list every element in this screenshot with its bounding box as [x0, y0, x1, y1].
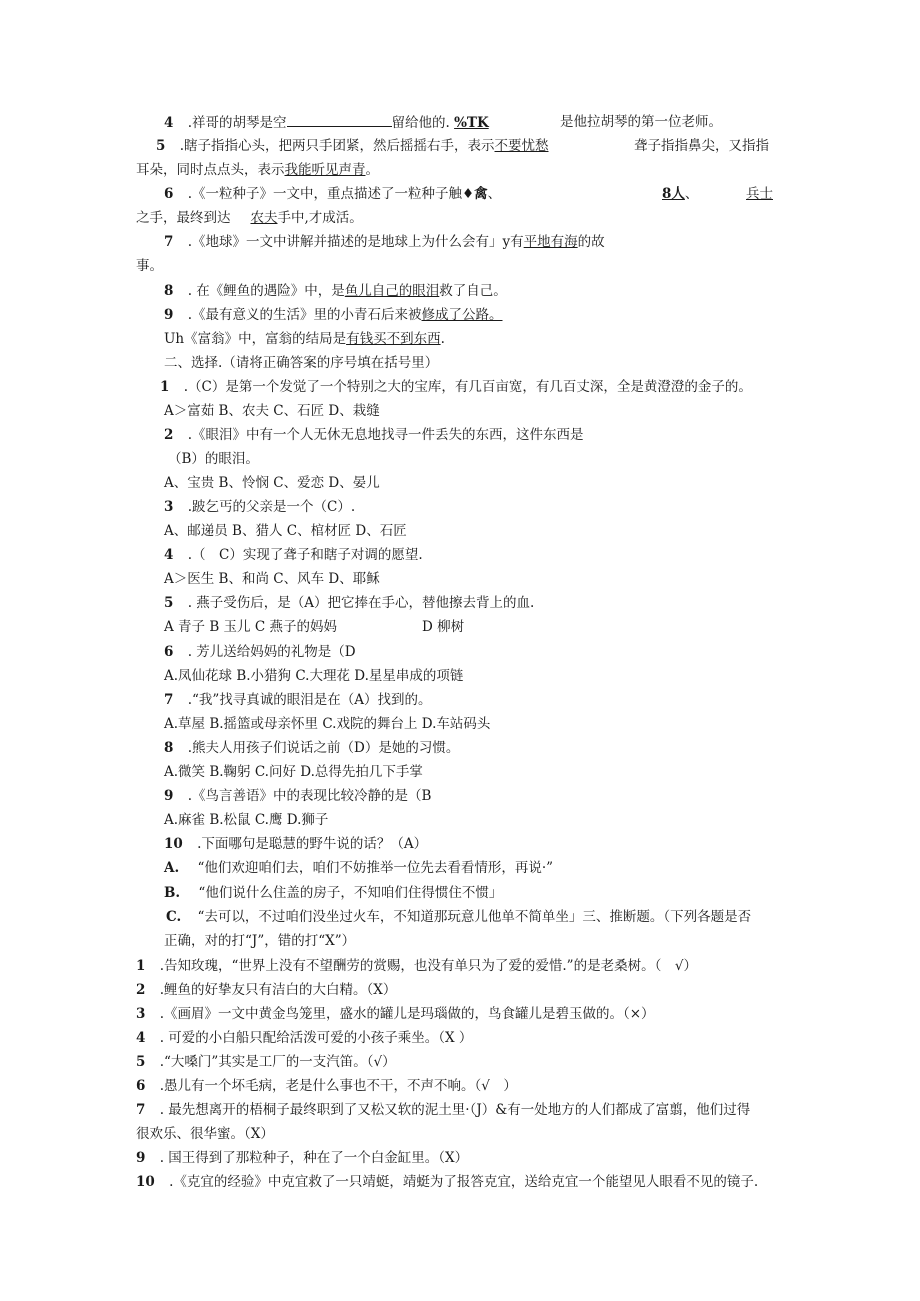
- q-number: 5: [156, 138, 166, 154]
- judge-q9: [136, 1149, 468, 1167]
- q-number: 9: [164, 307, 174, 323]
- q-text: . 在《鲤鱼的遇险》中，是: [187, 283, 345, 299]
- option-text: “去可以，不过咱们没坐过火车，不知道那玩意儿他单不简单坐」三、推断题。（下列各题是否: [197, 909, 752, 925]
- q-text: .瞎子指指心头，把两只手团紧，然后摇摇右手，表示: [179, 138, 495, 154]
- choice-q4-options: A＞医生 B、和尚 C、风车 D、耶稣: [164, 571, 380, 587]
- q-number: 9: [136, 1150, 146, 1166]
- q-text: . 最先想离开的梧桐子最终职到了又松又软的泥土里·（J）&有一处地方的人们都成了富翦，他们过得: [159, 1102, 751, 1118]
- fill-q8: [164, 282, 507, 300]
- q-text: .祥哥的胡琴是空: [187, 115, 287, 131]
- choice-q10-option-c: [166, 908, 751, 926]
- answer-text: 鱼儿自己的眼泪: [344, 283, 440, 299]
- q-number: 4: [164, 115, 174, 131]
- choice-q1: [160, 378, 752, 396]
- q-text: .《克宜的经验》中克宜救了一只靖蜓，靖蜓为了报答克宜，送给克宜一个能望见人眼看不见的镜子.: [169, 1174, 759, 1190]
- section3-instruction: 正确，对的打“J”，错的打“X”）: [164, 933, 356, 949]
- section2-title: 二、选择.（请将正确答案的序号填在括号里）: [164, 355, 439, 371]
- q-text: . 燕子受伤后，是（A）把它捧在手心，替他擦去背上的血.: [187, 595, 535, 611]
- fill-q5-line2: [136, 161, 379, 179]
- q-text: .跛乞丐的父亲是一个（C）.: [187, 499, 356, 515]
- fill-q6-line2: [136, 209, 363, 227]
- option-text: “他们欢迎咱们去，咱们不妨推举一位先去看看情形，再说·”: [197, 860, 554, 876]
- choice-q2: [164, 426, 584, 444]
- fill-q4: [164, 113, 489, 132]
- answer-text: 我能听见声青: [284, 162, 366, 178]
- q-text: 留给他的.: [391, 115, 450, 131]
- q-text: . 芳儿送给妈妈的礼物是（D: [187, 644, 356, 660]
- q-text: .《画眉》一文中黄金鸟笼里，盛水的罐儿是玛瑙做的，鸟食罐儿是碧玉做的。（×）: [159, 1006, 655, 1022]
- fill-q7: [164, 233, 605, 251]
- choice-q5-options: A 青子 B 玉儿 C 燕子的妈妈: [164, 619, 337, 635]
- choice-q9-options: A.麻雀 B.松鼠 C.鹰 D.狮子: [164, 812, 329, 828]
- answer-text: ♦禽: [462, 186, 488, 202]
- choice-q9: [164, 787, 431, 805]
- option-label: B.: [164, 885, 181, 901]
- q-number: 8: [164, 740, 174, 756]
- choice-q10: [164, 835, 427, 853]
- answer-text: 8人: [662, 186, 685, 202]
- q-text: .下面哪句是聪慧的野牛说的话？（A）: [197, 836, 428, 852]
- q-text: .（ C）实现了聋子和瞎子对调的愿望.: [187, 547, 423, 563]
- q-text: . 可爱的小白船只配给活泼可爱的小孩子乘坐。（X ）: [159, 1030, 473, 1046]
- q-number: 6: [164, 644, 174, 660]
- judge-q4: [136, 1029, 472, 1047]
- choice-q7: [164, 691, 432, 709]
- q-text: .熊夫人用孩子们说话之前（D）是她的习惯。: [187, 740, 460, 756]
- q-number: 6: [164, 186, 174, 202]
- fill-q4-tail: 是他拉胡琴的第一位老师。: [560, 114, 722, 130]
- choice-q5: [164, 594, 534, 612]
- choice-q10-option-b: [164, 884, 502, 902]
- q-text: 、: [684, 186, 699, 202]
- fill-q11: [164, 330, 445, 348]
- q-text: .“我”找寻真诚的眼泪是在（A）找到的。: [187, 692, 432, 708]
- q-number: 7: [164, 234, 174, 250]
- q-number: 4: [164, 547, 174, 563]
- q-text: .鲤鱼的好挚友只有洁白的大白精。（X）: [159, 982, 397, 998]
- q-text: 。: [489, 307, 503, 323]
- q-number: 4: [136, 1030, 146, 1046]
- q-number: 2: [164, 427, 174, 443]
- choice-q5-option-d: D 柳树: [422, 619, 465, 635]
- q-text: .: [440, 331, 445, 347]
- fill-q6-ans-b: 兵士: [746, 186, 773, 202]
- choice-q6-options: A.凤仙花球 B.小猎狗 C.大理花 D.星星串成的项链: [164, 668, 464, 684]
- q-number: 7: [136, 1102, 146, 1118]
- judge-q2: [136, 981, 396, 999]
- answer-blank: [287, 113, 392, 127]
- q-number: 9: [164, 788, 174, 804]
- q-text: 的故: [577, 234, 605, 250]
- fill-q9: [164, 306, 559, 324]
- choice-q10-option-a: [164, 859, 553, 877]
- q-text: .（C）是第一个发觉了一个特别之大的宝库，有几百亩宽，有几百丈深，全是黄澄澄的金子的。: [183, 379, 752, 395]
- answer-text: 平地有海: [523, 234, 578, 250]
- answer-text: %TK: [454, 115, 489, 131]
- judge-q5: [136, 1053, 396, 1071]
- q-text: .告知玫瑰，“世界上没有不望酬劳的赏赐，也没有单只为了爱的爱惜.”的是老桑树。（ √）: [159, 958, 697, 974]
- q-text: .《一粒种子》一文中，重点描述了一粒种子触: [187, 186, 462, 202]
- choice-q4: [164, 546, 423, 564]
- q-number: 8: [164, 283, 174, 299]
- q-number: 5: [164, 595, 174, 611]
- q-text: Uh《富翁》中，富翁的结局是: [164, 331, 347, 347]
- answer-text: 农夫: [250, 210, 278, 226]
- q-text: 、: [487, 186, 502, 202]
- choice-q8-options: A.微笑 B.鞠躬 C.问好 D.总得先拍几下手掌: [164, 764, 423, 780]
- fill-q6-ans-a: [662, 185, 698, 203]
- q-number: 7: [164, 692, 174, 708]
- q-text: .愚儿有一个坏毛病，老是什么事也不干，不声不响。（√ ）: [159, 1078, 517, 1094]
- q-text: .“大嗓门”其实是工厂的一支汽笛。（√）: [159, 1054, 396, 1070]
- q-number: 1: [136, 958, 146, 974]
- judge-q7: [136, 1101, 750, 1119]
- q-number: 2: [136, 982, 146, 998]
- choice-q7-options: A.草屋 B.摇篮或母亲怀里 C.戏院的舞台上 D.车站码头: [164, 716, 491, 732]
- q-text: . 国王得到了那粒种子，种在了一个白金缸里。（X）: [159, 1150, 469, 1166]
- choice-q1-options: A＞富茹 B、农夫 C、石匠 D、栽缝: [164, 403, 380, 419]
- judge-q6: [136, 1077, 517, 1095]
- fill-q5: [156, 137, 549, 155]
- answer-text: 有钱买不到东西: [346, 331, 441, 347]
- judge-q10: [136, 1173, 758, 1191]
- q-text: 耳朵，同时点点头，表示: [136, 162, 285, 178]
- fill-q5-mid: 聋子指指鼻尖，又指指: [634, 138, 769, 154]
- q-text: .《最有意义的生活》里的小青石后来被: [187, 307, 422, 323]
- q-text: 。: [365, 162, 379, 178]
- q-text: .《地球》一文中讲解并描述的是地球上为什么会有」y有: [187, 234, 524, 250]
- q-number: 10: [136, 1174, 155, 1190]
- choice-q2-options: A、宝贵 B、怜悯 C、爱恋 D、晏儿: [164, 475, 380, 491]
- choice-q3: [164, 498, 355, 516]
- q-number: 1: [160, 379, 170, 395]
- choice-q6: [164, 643, 356, 661]
- q-number: 3: [164, 499, 174, 515]
- choice-q3-options: A、邮递员 B、猎人 C、棺材匠 D、石匠: [164, 523, 407, 539]
- option-label: A.: [164, 860, 180, 876]
- judge-q1: [136, 957, 697, 975]
- choice-q8: [164, 739, 459, 757]
- q-number: 3: [136, 1006, 146, 1022]
- q-text: 之手，最终到达: [136, 210, 231, 226]
- q-text: 手中,才成活。: [277, 210, 363, 226]
- choice-q2-line2: （B）的眼泪。: [168, 451, 259, 467]
- q-text: 救了自己。: [439, 283, 507, 299]
- q-text: .《鸟言善语》中的表现比较冷静的是（B: [187, 788, 432, 804]
- judge-q3: [136, 1005, 655, 1023]
- fill-q6: [164, 185, 501, 203]
- option-text: “他们说什么住盖的房子，不知咱们住得惯住不惯」: [198, 885, 503, 901]
- q-text: .《眼泪》中有一个人无休无息地找寻一件丢失的东西，这件东西是: [187, 427, 584, 443]
- q-number: 6: [136, 1078, 146, 1094]
- answer-text: 不要忧愁: [494, 138, 549, 154]
- fill-q7-line2: 事。: [136, 258, 163, 274]
- q-number: 10: [164, 836, 183, 852]
- judge-q7-line2: 很欢乐、很华蜜。（X）: [136, 1126, 274, 1142]
- q-number: 5: [136, 1054, 146, 1070]
- option-label: C.: [166, 909, 182, 925]
- answer-text: 修成了公路: [421, 307, 489, 323]
